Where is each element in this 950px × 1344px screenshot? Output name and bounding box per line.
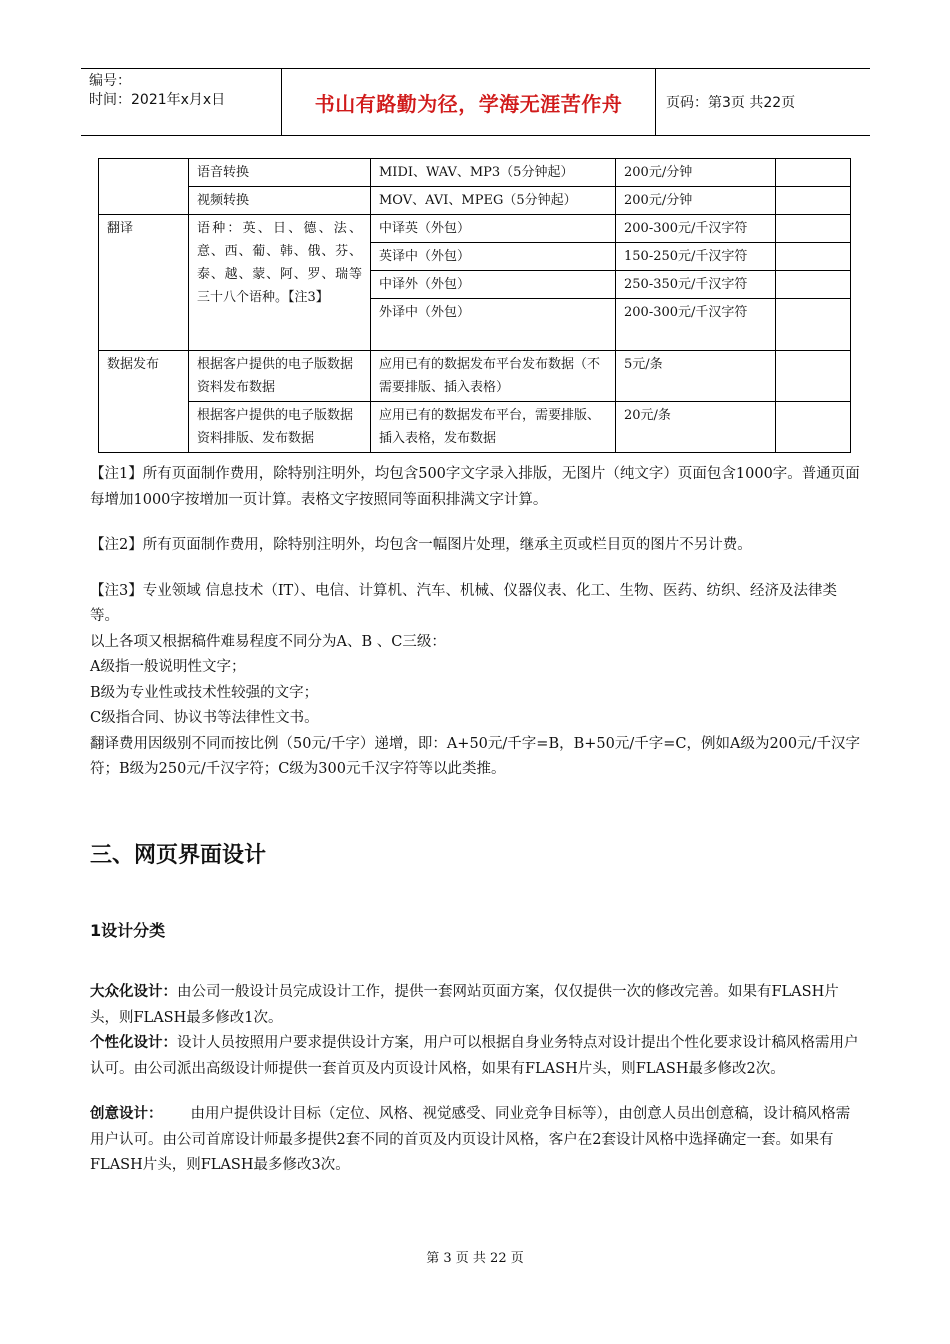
notes-section <box>90 462 860 783</box>
doc-time: 时间：2021年x月x日 <box>89 92 226 108</box>
table-cell: 根据客户提供的电子版数据资料排版、发布数据 <box>189 402 371 453</box>
table-row <box>99 402 851 453</box>
table-cell: MOV、AVI、MPEG（5分钟起） <box>371 187 616 215</box>
creative-design <box>90 1102 860 1179</box>
table-cell: 中译英（外包） <box>371 215 616 243</box>
doc-code: 编号： <box>89 73 131 89</box>
table-cell: MIDI、WAV、MP3（5分钟起） <box>371 159 616 187</box>
table-cell: 20元/条 <box>616 402 776 453</box>
grade-intro: 以上各项又根据稿件难易程度不同分为A、B 、C三级： <box>90 633 446 650</box>
grade-c: C级指合同、协议书等法律性文书。 <box>90 710 319 726</box>
design-categories <box>90 980 860 1179</box>
table-row <box>99 351 851 402</box>
personal-design <box>90 1031 860 1082</box>
section-title: 三、网页界面设计 <box>90 843 267 868</box>
table-cell <box>776 402 851 453</box>
page-header <box>81 68 870 136</box>
creative-design-text: 由用户提供设计目标（定位、风格、视觉感受、同业竞争目标等），由创意人员出创意稿，设计稿风格需用户认可。由公司首席设计师最多提供2套不同的首页及内页设计风格，客户在2套设计风格中选择确定一套。如果有FLASH片头，则FLASH最多修改3次。 <box>90 1106 851 1173</box>
mass-design-label: 大众化设计： <box>90 984 177 1000</box>
table-cell: 语音转换 <box>189 159 371 187</box>
table-cell: 外译中（外包） <box>371 299 616 351</box>
motto-text: 书山有路勤为径，学海无涯苦作舟 <box>314 91 623 116</box>
table-cell <box>99 159 189 215</box>
table-row <box>99 159 851 187</box>
subsection-title: 1设计分类 <box>90 921 166 940</box>
header-page-number: 页码：第3页 共22页 <box>666 95 796 111</box>
mass-design-text: 由公司一般设计员完成设计工作，提供一套网站页面方案，仅仅提供一次的修改完善。如果有FLASH片头，则FLASH最多修改1次。 <box>90 984 839 1026</box>
table-cell <box>776 299 851 351</box>
table-cell: 150-250元/千汉字符 <box>616 243 776 271</box>
creative-design-label: 创意设计： <box>90 1106 163 1122</box>
table-cell: 数据发布 <box>99 351 189 453</box>
page-footer: 第 3 页 共 22 页 <box>426 1251 524 1266</box>
note-2: 【注2】所有页面制作费用，除特别注明外，均包含一幅图片处理，继承主页或栏目页的图片不另计费。 <box>90 537 752 553</box>
grade-b: B级为专业性或技术性较强的文字； <box>90 684 319 701</box>
table-cell: 英译中（外包） <box>371 243 616 271</box>
personal-design-label: 个性化设计： <box>90 1035 177 1051</box>
personal-design-text: 设计人员按照用户要求提供设计方案，用户可以根据自身业务特点对设计提出个性化要求设计稿风格需用户认可。由公司派出高级设计师提供一套首页及内页设计风格，如果有FLASH片头，则FLASH最多修改2次。 <box>90 1035 859 1077</box>
table-cell: 根据客户提供的电子版数据资料发布数据 <box>189 351 371 402</box>
table-cell: 200-300元/千汉字符 <box>616 299 776 351</box>
price-table <box>98 158 851 453</box>
table-cell: 200-300元/千汉字符 <box>616 215 776 243</box>
table-row <box>99 187 851 215</box>
table-cell: 中译外（外包） <box>371 271 616 299</box>
grade-a: A级指一般说明性文字； <box>90 659 246 675</box>
table-cell <box>776 243 851 271</box>
table-cell <box>776 215 851 243</box>
table-cell: 5元/条 <box>616 351 776 402</box>
table-cell: 200元/分钟 <box>616 159 776 187</box>
table-cell: 翻译 <box>99 215 189 351</box>
table-cell <box>776 159 851 187</box>
table-cell: 250-350元/千汉字符 <box>616 271 776 299</box>
table-cell <box>776 187 851 215</box>
table-cell: 视频转换 <box>189 187 371 215</box>
table-cell: 语种：英、日、德、法、意、西、葡、韩、俄、芬、泰、越、蒙、阿、罗、瑞等三十八个语种。【注3】 <box>189 215 371 351</box>
table-cell: 200元/分钟 <box>616 187 776 215</box>
table-cell: 应用已有的数据发布平台，需要排版、插入表格，发布数据 <box>371 402 616 453</box>
table-row <box>99 215 851 243</box>
header-motto <box>282 69 656 135</box>
table-cell <box>776 271 851 299</box>
header-info <box>81 69 282 135</box>
mass-design <box>90 980 860 1031</box>
table-cell <box>776 351 851 402</box>
table-cell: 应用已有的数据发布平台发布数据（不需要排版、插入表格） <box>371 351 616 402</box>
grade-pricing: 翻译费用因级别不同而按比例（50元/千字）递增，即：A+50元/千字=B，B+50元/千字=C，例如A级为200元/千汉字符；B级为250元/千汉字符；C级为300元千汉字符等以此类推。 <box>90 735 861 777</box>
note-3: 【注3】专业领域 信息技术（IT）、电信、计算机、汽车、机械、仪器仪表、化工、生物、医药、纺织、经济及法律类等。 <box>90 582 837 624</box>
note-1: 【注1】所有页面制作费用，除特别注明外，均包含500字文字录入排版，无图片（纯文字）页面包含1000字。普通页面每增加1000字按增加一页计算。表格文字按照同等面积排满文字计算。 <box>90 466 860 508</box>
